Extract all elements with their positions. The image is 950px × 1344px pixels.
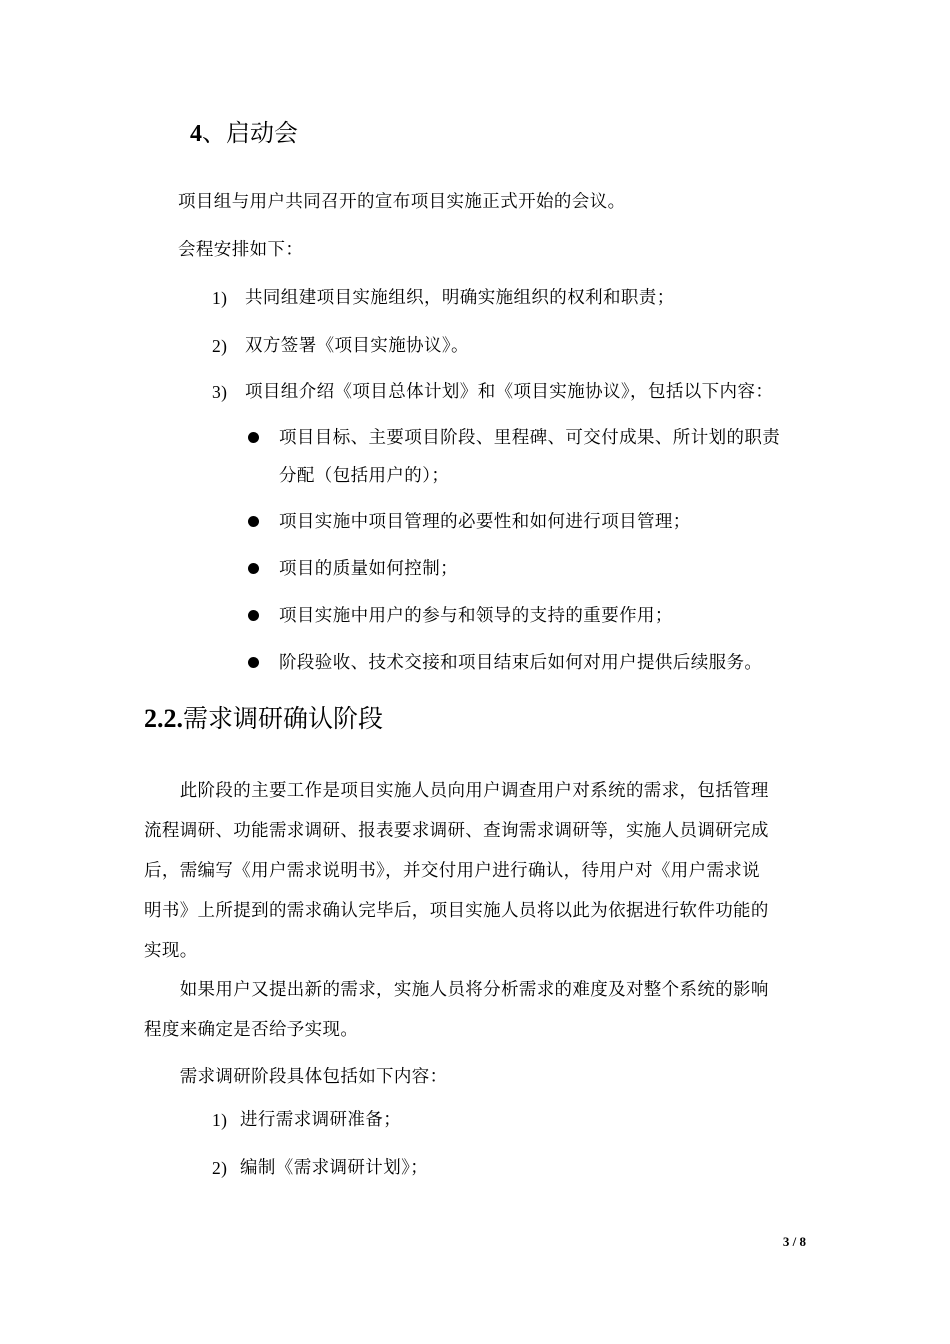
item-number: 1) xyxy=(212,288,228,308)
section-heading-2-2 xyxy=(144,702,383,736)
body-paragraph xyxy=(144,1057,808,1097)
bullet-text: 项目实施中用户的参与和领导的支持的重要作用； xyxy=(279,606,673,626)
item-number: 1) xyxy=(212,1110,228,1130)
bullet-icon xyxy=(248,610,259,621)
paragraph-line: 此阶段的主要工作是项目实施人员向用户调查用户对系统的需求，包括管理 xyxy=(144,781,769,801)
bullet-text: 项目实施中项目管理的必要性和如何进行项目管理； xyxy=(279,512,691,532)
body-paragraph xyxy=(144,970,808,1050)
paragraph-line: 明书》上所提到的需求确认完毕后，项目实施人员将以此为依据进行软件功能的 xyxy=(144,901,769,921)
section-number: 2.2. xyxy=(144,704,183,733)
section-number: 4 xyxy=(190,121,202,147)
item-number: 3) xyxy=(212,382,228,402)
agenda-item xyxy=(212,380,812,404)
intro-paragraph: 项目组与用户共同召开的宣布项目实施正式开始的会议。 xyxy=(178,192,626,212)
agenda-intro: 会程安排如下： xyxy=(178,240,304,260)
bullet-icon xyxy=(248,516,259,527)
item-text: 项目组介绍《项目总体计划》和《项目实施协议》，包括以下内容： xyxy=(245,382,774,402)
section-title: 、启动会 xyxy=(202,119,298,147)
bullet-text: 项目的质量如何控制； xyxy=(279,559,458,579)
body-paragraph xyxy=(144,771,808,971)
paragraph-line: 如果用户又提出新的需求，实施人员将分析需求的难度及对整个系统的影响 xyxy=(144,980,769,1000)
item-text: 编制《需求调研计划》； xyxy=(240,1158,429,1178)
paragraph-line: 流程调研、功能需求调研、报表要求调研、查询需求调研等，实施人员调研完成 xyxy=(144,821,769,841)
agenda-item xyxy=(212,334,812,358)
bullet-text: 项目目标、主要项目阶段、里程碑、可交付成果、所计划的职责 xyxy=(279,428,781,448)
paragraph-line: 需求调研阶段具体包括如下内容： xyxy=(144,1067,448,1087)
item-number: 2) xyxy=(212,1158,228,1178)
page-number: 3 / 8 xyxy=(782,1234,806,1249)
item-text: 进行需求调研准备； xyxy=(240,1110,402,1130)
bullet-text: 阶段验收、技术交接和项目结束后如何对用户提供后续服务。 xyxy=(279,653,763,673)
item-number: 2) xyxy=(212,336,228,356)
paragraph-line: 程度来确定是否给予实现。 xyxy=(144,1020,359,1040)
item-text: 共同组建项目实施组织，明确实施组织的权利和职责； xyxy=(245,288,675,308)
section-heading-4 xyxy=(190,117,298,150)
item-text: 双方签署《项目实施协议》。 xyxy=(245,336,469,356)
step-item xyxy=(212,1156,712,1180)
bullet-icon xyxy=(248,563,259,574)
step-item xyxy=(212,1108,712,1132)
bullet-text-continued: 分配（包括用户的）； xyxy=(279,466,450,486)
section-title: 需求调研确认阶段 xyxy=(183,704,384,733)
paragraph-line: 实现。 xyxy=(144,941,198,961)
paragraph-line: 后，需编写《用户需求说明书》，并交付用户进行确认，待用户对《用户需求说 xyxy=(144,861,760,881)
bullet-icon xyxy=(248,432,259,443)
agenda-item xyxy=(212,286,812,310)
bullet-icon xyxy=(248,657,259,668)
